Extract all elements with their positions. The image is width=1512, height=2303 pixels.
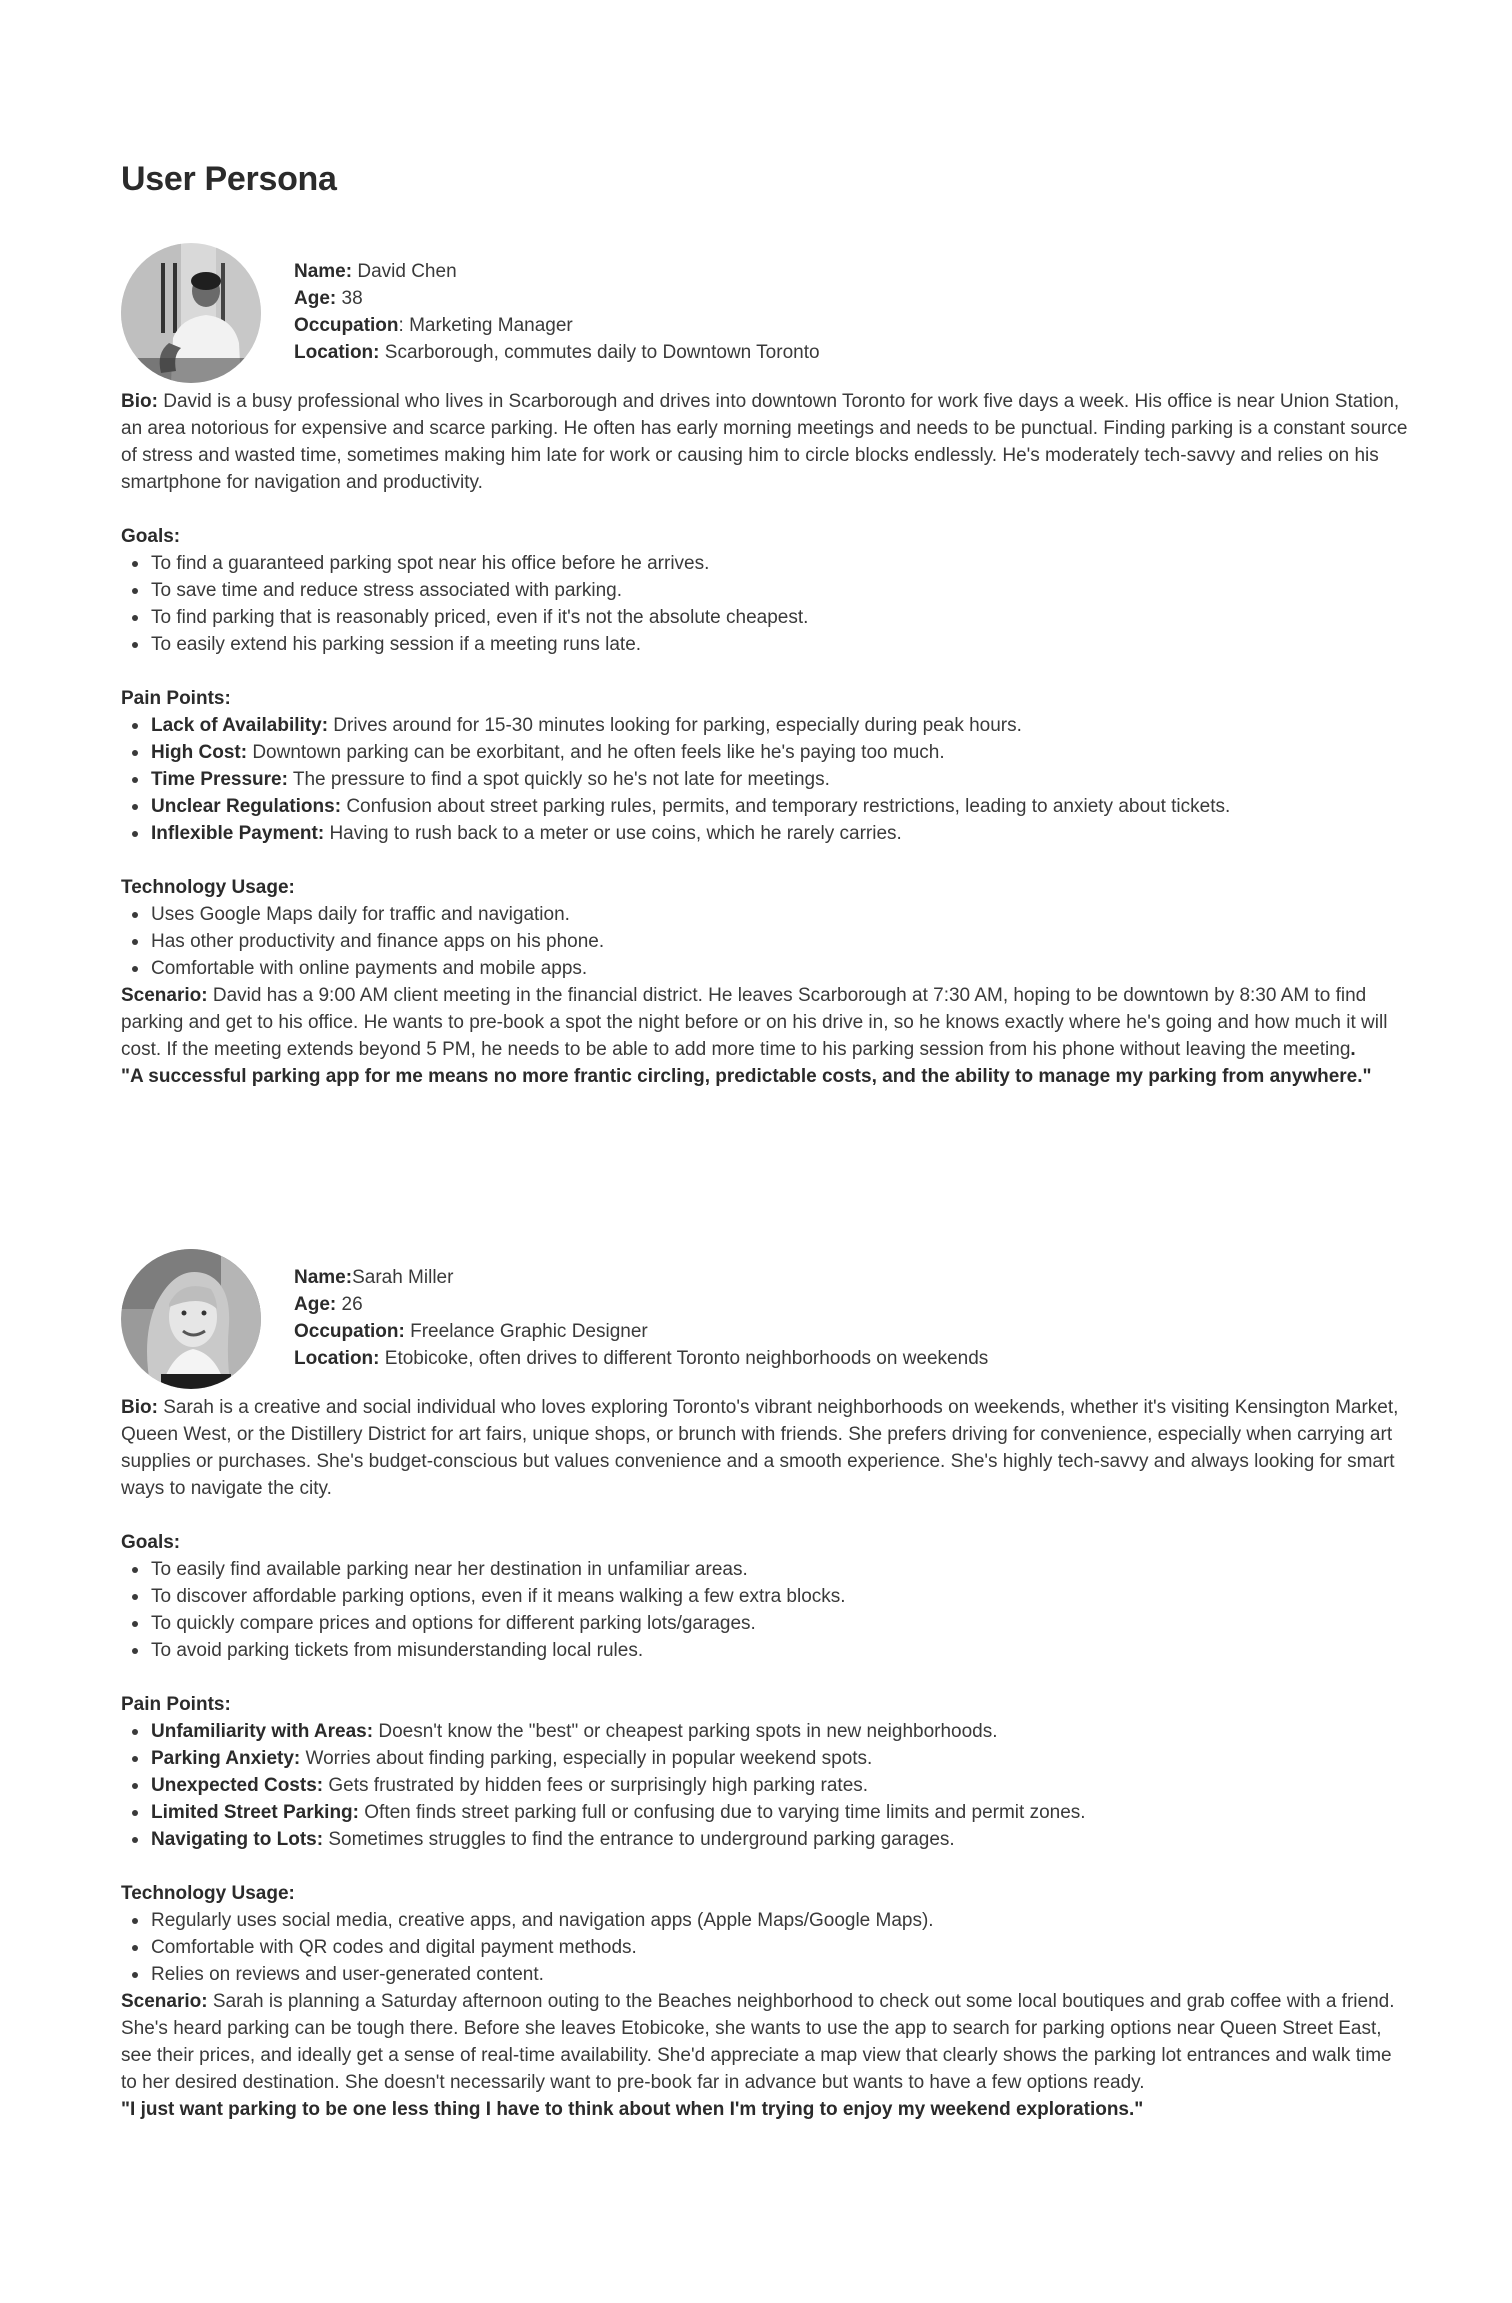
name-row	[294, 258, 820, 285]
page-title: User Persona	[121, 160, 337, 198]
bio	[121, 388, 1411, 496]
pain-point-label: High Cost:	[151, 742, 248, 763]
location-value: Scarborough, commutes daily to Downtown Toronto	[379, 342, 820, 363]
occupation-row	[294, 1318, 988, 1345]
age-value: 38	[336, 288, 363, 309]
pain-points-heading: Pain Points:	[121, 688, 231, 709]
pain-point-label: Inflexible Payment:	[151, 823, 325, 844]
pain-point-label: Time Pressure:	[151, 769, 288, 790]
scenario-label: Scenario:	[121, 985, 208, 1006]
bio-label: Bio:	[121, 391, 158, 412]
persona-info	[294, 258, 820, 366]
pain-point-text: Doesn't know the "best" or cheapest parking spots in new neighborhoods.	[373, 1721, 998, 1742]
pain-point-label: Unexpected Costs:	[151, 1775, 324, 1796]
goals-list	[121, 1556, 1411, 1664]
occupation-row	[294, 312, 820, 339]
pain-point-text: Worries about finding parking, especially in popular weekend spots.	[300, 1748, 873, 1769]
scenario-text: Sarah is planning a Saturday afternoon outing to the Beaches neighborhood to check out some local boutiques and grab coffee with a friend. She's heard parking can be tough there. Before she leaves Etobicoke, she wants to use the app to search for parking options near Queen Street East, see their prices, and ideally get a sense of real-time availability. She'd appreciate a map view that clearly shows the parking lot entrances and walk time to her desired destination. She doesn't necessarily want to pre-book far in advance but wants to have a few options ready.	[121, 1991, 1395, 2093]
pain-points-heading: Pain Points:	[121, 1694, 231, 1715]
goals-heading: Goals:	[121, 526, 181, 547]
persona-quote: "A successful parking app for me means no more frantic circling, predictable costs, and the ability to manage my parking from anywhere."	[121, 1066, 1372, 1087]
age-row	[294, 285, 820, 312]
bio-text: David is a busy professional who lives in Scarborough and drives into downtown Toronto for work five days a week. His office is near Union Station, an area notorious for expensive and scarce parking. He often has early morning meetings and needs to be punctual. Finding parking is a constant source of stress and wasted time, sometimes making him late for work or causing him to circle blocks endlessly. He's moderately tech-savvy and relies on his smartphone for navigation and productivity.	[121, 391, 1408, 493]
occupation-label: Occupation	[294, 315, 399, 336]
list-item: To quickly compare prices and options for different parking lots/garages.	[151, 1610, 1411, 1637]
bio	[121, 1394, 1411, 1502]
list-item: To easily extend his parking session if a meeting runs late.	[151, 631, 1411, 658]
list-item: To avoid parking tickets from misunderstanding local rules.	[151, 1637, 1411, 1664]
technology-list	[121, 1907, 1411, 1988]
name-value: Sarah Miller	[352, 1267, 454, 1288]
pain-point-label: Unfamiliarity with Areas:	[151, 1721, 374, 1742]
scenario	[121, 1988, 1411, 2096]
name-label: Name:	[294, 261, 353, 282]
pain-point-text: Having to rush back to a meter or use coins, which he rarely carries.	[324, 823, 902, 844]
location-row	[294, 339, 820, 366]
list-item: To easily find available parking near her destination in unfamiliar areas.	[151, 1556, 1411, 1583]
pain-point-text: Gets frustrated by hidden fees or surprisingly high parking rates.	[323, 1775, 869, 1796]
list-item: Uses Google Maps daily for traffic and navigation.	[151, 901, 1411, 928]
list-item	[151, 1772, 1411, 1799]
occupation-value: Freelance Graphic Designer	[404, 1321, 648, 1342]
occupation-value: : Marketing Manager	[398, 315, 573, 336]
list-item	[151, 712, 1411, 739]
scenario	[121, 982, 1411, 1063]
avatar-photo-icon	[121, 243, 261, 383]
bio-text: Sarah is a creative and social individual who loves exploring Toronto's vibrant neighborhoods on weekends, whether it's visiting Kensington Market, Queen West, or the Distillery District for art fairs, unique shops, or brunch with friends. She prefers driving for convenience, especially when carrying art supplies or purchases. She's budget-conscious but values convenience and a smooth experience. She's highly tech-savvy and always looking for smart ways to navigate the city.	[121, 1397, 1399, 1499]
location-row	[294, 1345, 988, 1372]
pain-points-list	[121, 1718, 1411, 1853]
age-label: Age:	[294, 288, 337, 309]
technology-list	[121, 901, 1411, 982]
list-item	[151, 766, 1411, 793]
persona-quote: "I just want parking to be one less thing I have to think about when I'm trying to enjoy my weekend explorations."	[121, 2099, 1144, 2120]
pain-point-text: Downtown parking can be exorbitant, and he often feels like he's paying too much.	[247, 742, 945, 763]
pain-point-label: Parking Anxiety:	[151, 1748, 301, 1769]
age-value: 26	[336, 1294, 363, 1315]
technology-heading: Technology Usage:	[121, 1883, 295, 1904]
list-item: Comfortable with online payments and mobile apps.	[151, 955, 1411, 982]
list-item	[151, 1826, 1411, 1853]
list-item: Regularly uses social media, creative apps, and navigation apps (Apple Maps/Google Maps).	[151, 1907, 1411, 1934]
list-item	[151, 739, 1411, 766]
pain-point-label: Lack of Availability:	[151, 715, 329, 736]
list-item: Comfortable with QR codes and digital payment methods.	[151, 1934, 1411, 1961]
pain-point-text: Drives around for 15-30 minutes looking for parking, especially during peak hours.	[328, 715, 1022, 736]
avatar	[121, 1249, 261, 1389]
persona-header	[121, 1249, 1411, 1394]
list-item	[151, 1718, 1411, 1745]
list-item	[151, 1799, 1411, 1826]
scenario-text: David has a 9:00 AM client meeting in the financial district. He leaves Scarborough at 7:30 AM, hoping to be downtown by 8:30 AM to find parking and get to his office. He wants to pre-book a spot the night before or on his drive in, so he knows exactly where he's going and how much it will cost. If the meeting extends beyond 5 PM, he needs to be able to add more time to his parking session from his phone without leaving the meeting	[121, 985, 1388, 1060]
list-item: To find parking that is reasonably priced, even if it's not the absolute cheapest.	[151, 604, 1411, 631]
location-label: Location:	[294, 1348, 380, 1369]
pain-point-label: Limited Street Parking:	[151, 1802, 359, 1823]
avatar	[121, 243, 261, 383]
age-label: Age:	[294, 1294, 337, 1315]
technology-heading: Technology Usage:	[121, 877, 295, 898]
occupation-label: Occupation:	[294, 1321, 405, 1342]
location-label: Location:	[294, 342, 380, 363]
persona-info	[294, 1264, 988, 1372]
list-item: To discover affordable parking options, even if it means walking a few extra blocks.	[151, 1583, 1411, 1610]
list-item	[151, 1745, 1411, 1772]
location-value: Etobicoke, often drives to different Toronto neighborhoods on weekends	[379, 1348, 989, 1369]
bio-label: Bio:	[121, 1397, 158, 1418]
pain-point-text: Confusion about street parking rules, permits, and temporary restrictions, leading to anxiety about tickets.	[341, 796, 1231, 817]
pain-points-list	[121, 712, 1411, 847]
avatar-photo-icon	[121, 1249, 261, 1389]
persona-card-sarah	[121, 1249, 1411, 2123]
list-item: Relies on reviews and user-generated content.	[151, 1961, 1411, 1988]
persona-card-david	[121, 243, 1411, 1090]
name-row	[294, 1264, 988, 1291]
age-row	[294, 1291, 988, 1318]
list-item: Has other productivity and finance apps on his phone.	[151, 928, 1411, 955]
goals-heading: Goals:	[121, 1532, 181, 1553]
name-value: David Chen	[352, 261, 457, 282]
list-item: To save time and reduce stress associated with parking.	[151, 577, 1411, 604]
list-item: To find a guaranteed parking spot near his office before he arrives.	[151, 550, 1411, 577]
list-item	[151, 793, 1411, 820]
pain-point-label: Unclear Regulations:	[151, 796, 342, 817]
goals-list	[121, 550, 1411, 658]
name-label: Name:	[294, 1267, 353, 1288]
pain-point-text: Sometimes struggles to find the entrance to underground parking garages.	[323, 1829, 955, 1850]
pain-point-text: Often finds street parking full or confusing due to varying time limits and permit zones.	[359, 1802, 1086, 1823]
list-item	[151, 820, 1411, 847]
scenario-end: .	[1350, 1039, 1356, 1060]
pain-point-label: Navigating to Lots:	[151, 1829, 324, 1850]
pain-point-text: The pressure to find a spot quickly so he's not late for meetings.	[287, 769, 830, 790]
scenario-label: Scenario:	[121, 1991, 208, 2012]
persona-header	[121, 243, 1411, 388]
